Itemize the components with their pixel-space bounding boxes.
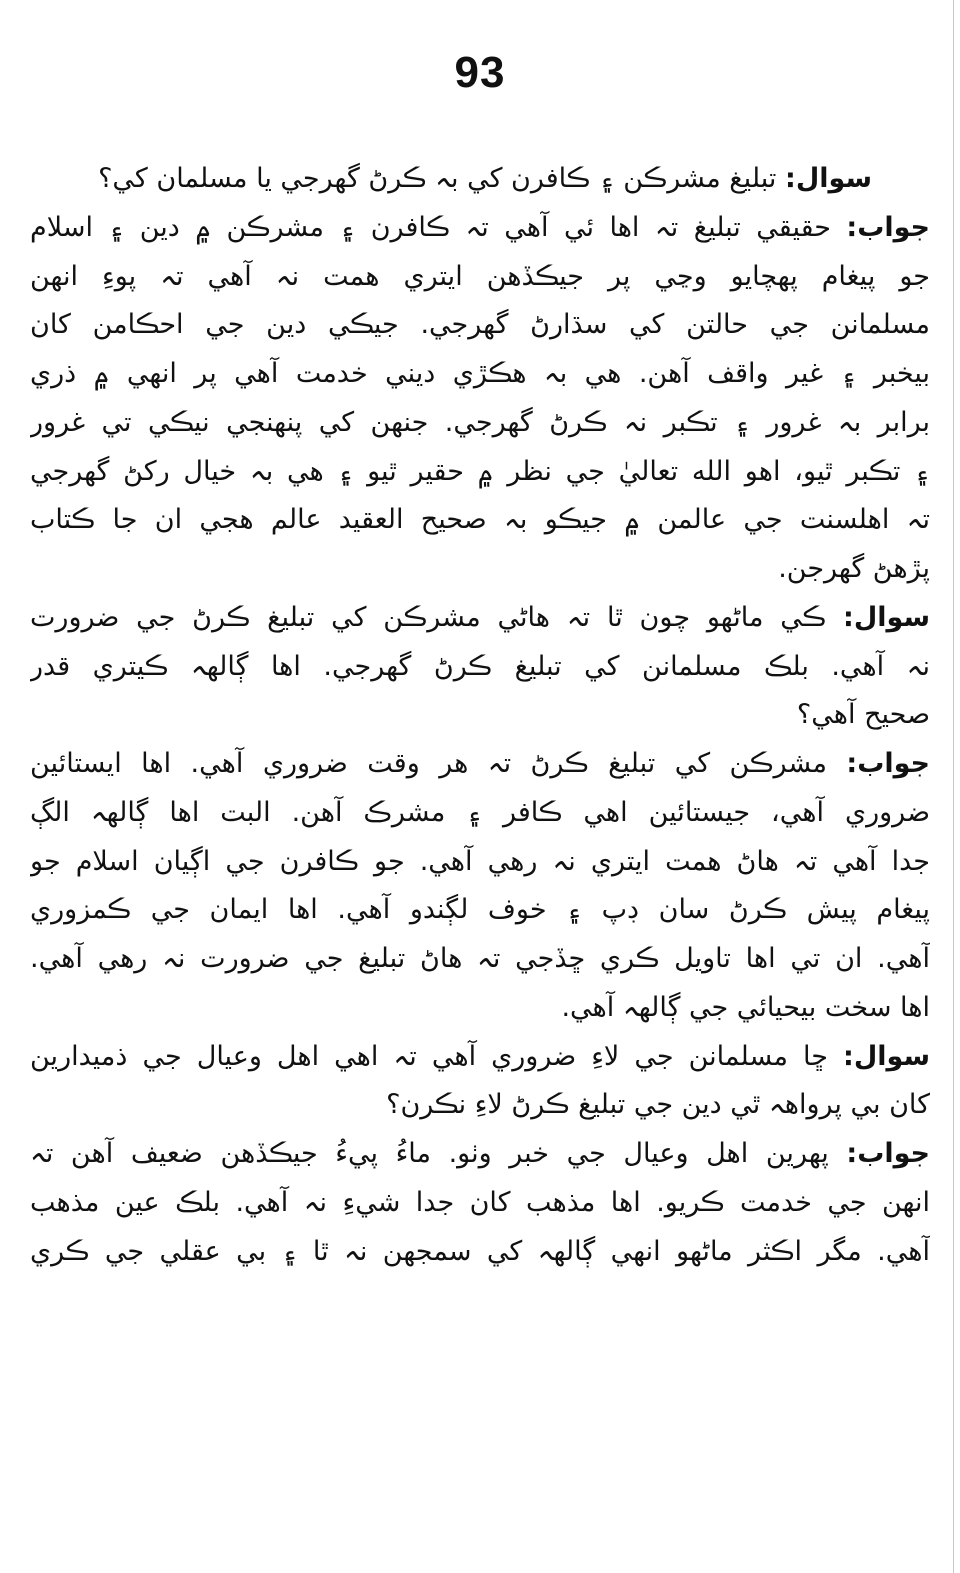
answer-label: جواب: <box>846 211 930 243</box>
text-line: جدا آهي تہ هاڻ همت ايتري نہ رهي آهي. جو ڪافرن جي اڳيان اسلام جو <box>30 845 930 877</box>
answer-block <box>30 740 930 1033</box>
question-label: سوال: <box>843 601 930 633</box>
text-line: آهي. ان تي اها تاويل ڪري ڇڏجي تہ هاڻ تبليغ جي ضرورت نہ رهي آهي. <box>30 943 930 974</box>
answer-block <box>30 204 930 594</box>
text-line: برابر بہ غرور ۽ تڪبر نہ ڪرڻ گهرجي. جنهن کي پنهنجي نيڪي تي غرور <box>30 406 930 438</box>
question-label: سوال: <box>843 1040 930 1072</box>
text-line: پڙهڻ گهرجن. <box>778 553 930 584</box>
text-line: جو پيغام پهچايو وڃي پر جيڪڏهن ايتري همت نہ آهي تہ پوءِ انهن <box>30 260 930 292</box>
text-line: پيغام پيش ڪرڻ سان ڊپ ۽ خوف لڳندو آهي. اها ايمان جي ڪمزوري <box>30 894 930 926</box>
answer-block <box>30 1130 930 1276</box>
text-line: نہ آهي. بلڪ مسلمانن کي تبليغ ڪرڻ گهرجي. اها ڳالهہ ڪيتري قدر <box>30 650 930 682</box>
page-edge-line <box>953 0 954 1573</box>
text-line: اها سخت بيحيائي جي ڳالهہ آهي. <box>561 991 930 1023</box>
text-line: ضروري آهي، جيستائين اهي ڪافر ۽ مشرڪ آهن. البت اها ڳالهہ الڳ <box>30 796 930 828</box>
text-line <box>30 740 930 789</box>
text-line <box>30 204 930 253</box>
text-line: تہ اهلسنت جي عالمن ۾ جيڪو بہ صحيح العقيد عالم هجي ان جا ڪتاب <box>30 504 930 536</box>
text-line <box>30 1033 930 1082</box>
text-line <box>30 155 930 204</box>
text-line: کان بي پرواهہ ٿي دين جي تبليغ ڪرڻ لاءِ نڪرن؟ <box>386 1089 930 1121</box>
question-block <box>30 155 930 204</box>
question-block <box>30 1033 930 1131</box>
text-line: ۽ تڪبر ٿيو، اهو الله تعاليٰ جي نظر ۾ حقير ٿيو ۽ هي بہ خيال رکڻ گهرجي <box>30 455 930 487</box>
text-line: انهن جي خدمت ڪريو. اها مذهب کان جدا شيءِ نہ آهي. بلڪ عين مذهب <box>30 1186 930 1218</box>
page-body <box>30 155 930 1276</box>
line-text: ڇا مسلمانن جي لاءِ ضروري آهي تہ اهي اهل وعيال جي ذميدارين <box>30 1040 828 1072</box>
answer-label: جواب: <box>846 748 930 779</box>
text-line: آهي. مگر اڪثر ماڻهو انهي ڳالهہ کي سمجهن نہ ٿا ۽ بي عقلي جي ڪري <box>30 1235 930 1267</box>
line-text: ڪي ماڻهو چون ٿا تہ هاڻي مشرڪن کي تبليغ ڪرڻ جي ضرورت <box>30 601 827 633</box>
line-text: مشرڪن کي تبليغ ڪرڻ تہ هر وقت ضروري آهي. اها ايستائين <box>30 748 827 779</box>
text-line <box>30 594 930 643</box>
question-block <box>30 594 930 740</box>
line-text: حقيقي تبليغ تہ اها ئي آهي تہ ڪافرن ۽ مشرڪن ۾ دين ۽ اسلام <box>30 211 831 243</box>
answer-label: جواب: <box>846 1138 930 1169</box>
line-text: پهرين اهل وعيال جي خبر وٺو. ماءُ پيءُ جيڪڏهن ضعيف آهن تہ <box>30 1138 829 1169</box>
text-line: مسلمانن جي حالتن کي سڌارڻ گهرجي. جيڪي دين جي احڪامن کان <box>30 309 930 341</box>
page-number: 93 <box>454 48 506 97</box>
text-line: صحيح آهي؟ <box>796 699 930 731</box>
text-line <box>30 1130 930 1179</box>
line-text: تبليغ مشرڪن ۽ ڪافرن کي بہ ڪرڻ گهرجي يا مسلمان کي؟ <box>98 163 777 194</box>
text-line: بيخبر ۽ غير واقف آهن. هي بہ هڪڙي ديني خدمت آهي پر انهي ۾ ذري <box>30 358 930 389</box>
question-label: سوال: <box>785 163 872 194</box>
